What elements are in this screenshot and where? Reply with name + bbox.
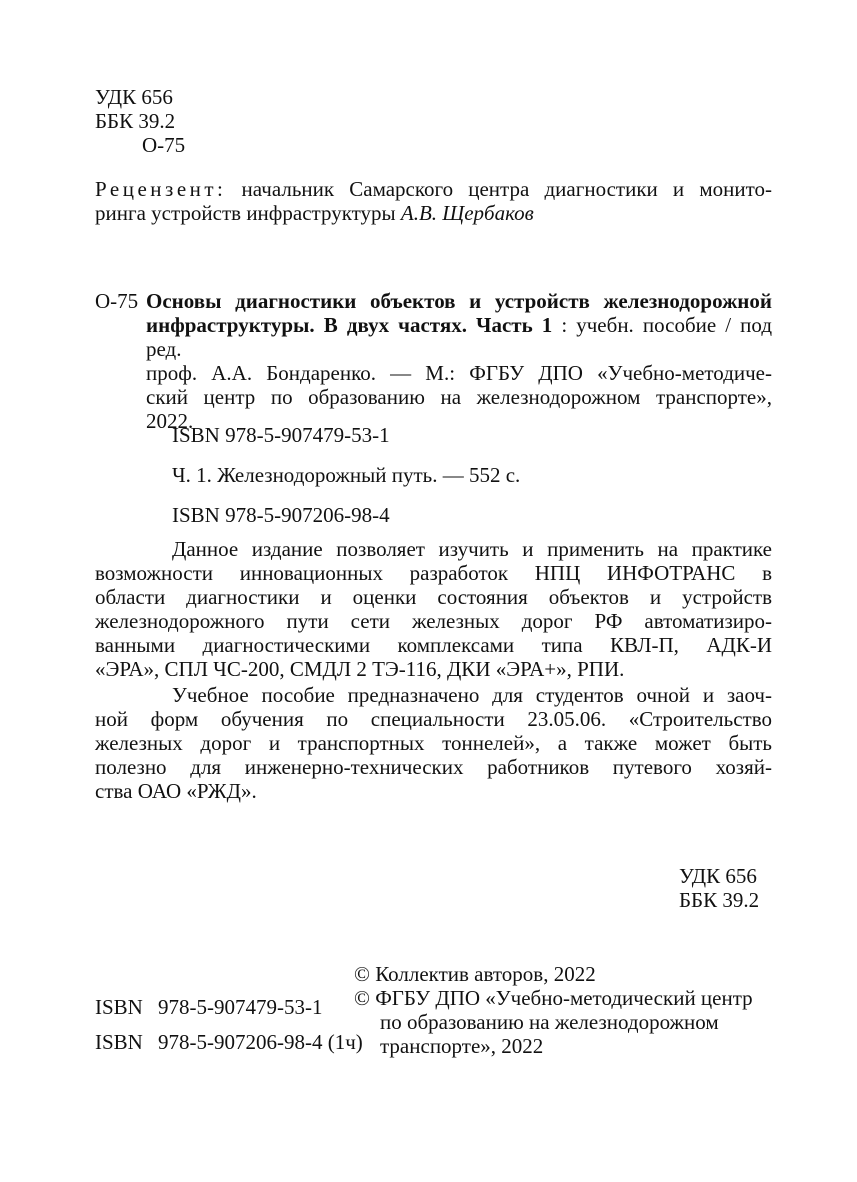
bib-title-bold: инфраструктуры. В двух частях. Часть 1	[146, 313, 553, 337]
annotation-p1-line: железнодорожного пути сети железных дорог РФ автоматизиро-	[95, 609, 772, 633]
reviewer-line-2	[95, 201, 772, 225]
reviewer-text-2: ринга устройств инфраструктуры	[95, 201, 401, 225]
udk-code: УДК 656	[95, 85, 173, 109]
annotation-p1-line: возможности инновационных разработок НПЦ ИНФОТРАНС в	[95, 561, 772, 585]
copyright-block	[354, 962, 794, 1058]
annotation-p1-line: Данное издание позволяет изучить и применить на практике	[172, 537, 772, 561]
isbn-value: 978-5-907206-98-4 (1ч)	[158, 1030, 363, 1054]
bib-title-rest: : учебн. пособие / под ред.	[146, 313, 773, 361]
bbk-code: ББК 39.2	[679, 888, 760, 912]
reviewer-text-1: начальник Самарского центра диагностики и монито-	[226, 177, 772, 201]
annotation-p2-line: ства ОАО «РЖД».	[95, 779, 257, 803]
isbn-label: ISBN	[95, 995, 143, 1019]
isbn-2: ISBN 978-5-907206-98-4	[172, 503, 390, 527]
classification-codes-right	[679, 864, 759, 912]
udk-code: УДК 656	[679, 864, 757, 888]
isbn-row	[95, 995, 363, 1019]
copyright-authors: © Коллектив авторов, 2022	[354, 962, 596, 986]
annotation-p2-line: ной форм обучения по специальности 23.05.06. «Строительство	[95, 707, 772, 731]
annotation-p1-line: ванными диагностическими комплексами типа КВЛ-П, АДК-И	[95, 633, 772, 657]
bib-author-sign: О-75	[95, 289, 139, 313]
isbn-bottom	[95, 995, 363, 1065]
bib-title-line-1: Основы диагностики объектов и устройств железнодорожной	[146, 289, 772, 313]
bib-line-5: 2022.	[146, 409, 194, 433]
reviewer-label: Рецензент:	[95, 177, 227, 201]
bib-description	[146, 289, 772, 433]
copyright-publisher-cont: транспорте», 2022	[380, 1034, 544, 1058]
copyright-publisher-cont: по образованию на железнодорожном	[380, 1010, 719, 1034]
annotation-p2-line: полезно для инженерно-технических работников путевого хозяй-	[95, 755, 772, 779]
bbk-code: ББК 39.2	[95, 109, 176, 133]
bib-line-4: ский центр по образованию на железнодорожном транспорте»,	[146, 385, 772, 409]
isbn-row	[95, 1030, 363, 1054]
annotation-p2-line: железных дорог и транспортных тоннелей», а также может быть	[95, 731, 772, 755]
reviewer-block	[95, 177, 772, 225]
bib-line-3: проф. А.А. Бондаренко. — М.: ФГБУ ДПО «Учебно-методиче-	[146, 361, 772, 385]
reviewer-name: А.В. Щербаков	[400, 201, 534, 225]
annotation-p2-line: Учебное пособие предназначено для студентов очной и заоч-	[172, 683, 772, 707]
bib-title-line-2	[146, 313, 772, 361]
isbn-value: 978-5-907479-53-1	[158, 995, 323, 1019]
copyright-publisher: © ФГБУ ДПО «Учебно-методический центр	[354, 986, 753, 1010]
part-info: Ч. 1. Железнодорожный путь. — 552 с.	[172, 463, 521, 487]
reviewer-line-1	[95, 177, 772, 201]
author-sign: О-75	[142, 133, 186, 157]
annotation-p1-line: области диагностики и оценки состояния объектов и устройств	[95, 585, 772, 609]
isbn-label: ISBN	[95, 1030, 143, 1054]
classification-codes-top	[95, 85, 185, 157]
annotation-p1-line: «ЭРА», СПЛ ЧС-200, СМДЛ 2 ТЭ-116, ДКИ «ЭРА+», РПИ.	[95, 657, 625, 681]
isbn-1: ISBN 978-5-907479-53-1	[172, 423, 390, 447]
isbn-list	[172, 423, 520, 543]
annotation	[95, 537, 772, 803]
